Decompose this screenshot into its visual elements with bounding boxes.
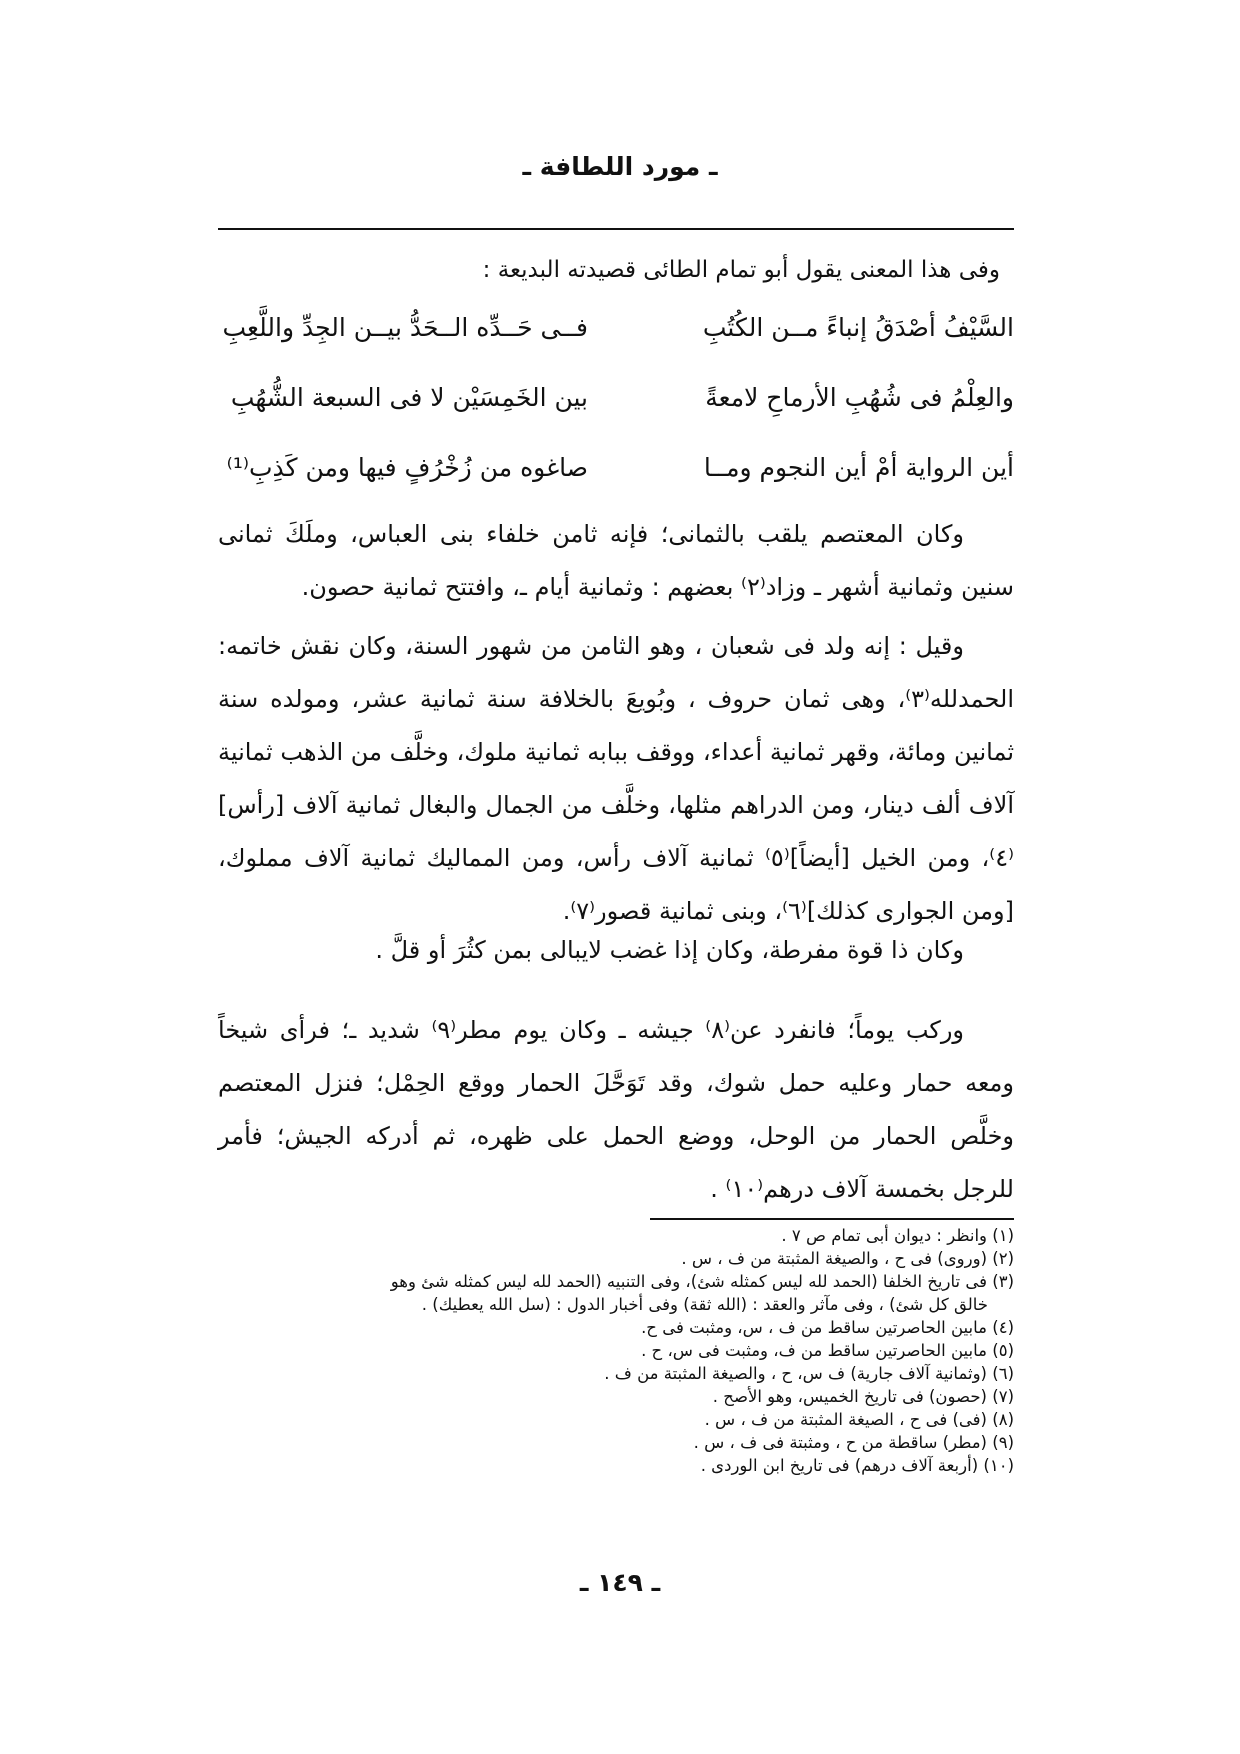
verse-row — [218, 444, 1014, 492]
verse-row — [218, 304, 1014, 352]
page-number: ـ ١٤٩ ـ — [579, 1568, 661, 1597]
verse-first-hemistich: والعِلْمُ فى شُهُبِ الأرماحِ لامعةً — [705, 383, 1014, 412]
verse-second-hemistich: صاغوه من زُخْرُفٍ فيها ومن كَذِبِ⁽¹⁾ — [226, 453, 588, 482]
body-paragraph — [218, 620, 1014, 938]
body-paragraph — [218, 924, 1014, 977]
footnote: (٥) مابين الحاصرتين ساقط من ف، ومثبت فى س، ح . — [641, 1341, 1014, 1360]
verse-first-hemistich: السَّيْفُ أصْدَقُ إنباءً مــن الكُتُبِ — [702, 313, 1014, 342]
intro-line: وفى هذا المعنى يقول أبو تمام الطائى قصيدته البديعة : — [482, 257, 1000, 283]
running-title: ـ مورد اللطافة ـ — [522, 152, 718, 181]
paragraph-text: وركب يوماً؛ فانفرد عن⁽٨⁾ جيشه ـ وكان يوم مطر⁽٩⁾ شديد ـ؛ فرأى شيخاً ومعه حمار وعليه حمل شوك، وقد تَوَحَّلَ الحمار ووقع الحِمْل؛ فنزل المعتصم وخلَّص الحمار من الوحل، ووضع الحمل على ظهره، ثم أدركه الجيش؛ فأمر للرجل بخمسة آلاف درهم⁽١٠⁾ . — [218, 1016, 1014, 1203]
verse-row — [218, 374, 1014, 422]
footnote: (٨) (فى) فى ح ، الصيغة المثبتة من ف ، س . — [704, 1410, 1014, 1429]
footnote-rule — [650, 1218, 1014, 1220]
verse-second-hemistich: فــى حَــدِّه الــحَدُّ بيــن الجِدِّ واللَّعِبِ — [222, 313, 588, 342]
paragraph-text: وقيل : إنه ولد فى شعبان ، وهو الثامن من شهور السنة، وكان نقش خاتمه: الحمدلله⁽٣⁾، وهى ثمان حروف ، وبُويعَ بالخلافة سنة ثمانية عشر، ومولده سنة ثمانين ومائة، وقهر ثمانية أعداء، ووقف ببابه ثمانية ملوك، وخلَّف من الذهب ثمانية آلاف ألف دينار، ومن الدراهم مثلها، وخلَّف من الجمال والبغال ثمانية آلاف [رأس]⁽٤⁾، ومن الخيل [أيضاً]⁽٥⁾ ثمانية آلاف رأس، ومن المماليك ثمانية آلاف مملوك، [ومن الجوارى كذلك]⁽٦⁾، وبنى ثمانية قصور⁽٧⁾. — [218, 632, 1014, 925]
footnote: (١) وانظر : ديوان أبى تمام ص ٧ . — [781, 1226, 1014, 1245]
footnote: (٣) فى تاريخ الخلفا (الحمد لله ليس كمثله شئ)، وفى التنبيه (الحمد لله ليس كمثله شئ وهو — [390, 1272, 1014, 1291]
footnotes — [218, 1224, 1014, 1477]
verse-first-hemistich: أين الرواية أمْ أين النجوم ومــا — [703, 453, 1014, 482]
footnote: (٢) (وروى) فى ح ، والصيغة المثبتة من ف ، س . — [681, 1249, 1014, 1268]
paragraph-text: وكان المعتصم يلقب بالثمانى؛ فإنه ثامن خلفاء بنى العباس، وملَكَ ثمانى سنين وثمانية أشهر ـ وزاد⁽٢⁾ بعضهم : وثمانية أيام ـ، وافتتح ثمانية حصون. — [218, 520, 1014, 601]
footnote: (١٠) (أربعة آلاف درهم) فى تاريخ ابن الوردى . — [700, 1456, 1014, 1475]
footnote: (٤) مابين الحاصرتين ساقط من ف ، س، ومثبت فى ح. — [641, 1318, 1014, 1337]
body-paragraph — [218, 508, 1014, 614]
footnote: (٧) (حصون) فى تاريخ الخميس، وهو الأصح . — [712, 1387, 1014, 1406]
footnote: (٩) (مطر) ساقطة من ح ، ومثبتة فى ف ، س . — [693, 1433, 1014, 1452]
body-paragraph — [218, 1004, 1014, 1216]
footnote: (٦) (وثمانية آلاف جارية) ف س، ح ، والصيغة المثبتة من ف . — [604, 1364, 1014, 1383]
paragraph-text: وكان ذا قوة مفرطة، وكان إذا غضب لايبالى بمن كثُرَ أو قلَّ . — [375, 936, 964, 964]
verse-second-hemistich: بين الخَمِسَيْن لا فى السبعة الشُّهُبِ — [230, 383, 588, 412]
footnote-continuation: خالق كل شئ) ، وفى مآثر والعقد : (الله ثقة) وفى أخبار الدول : (سل الله يعطيك) . — [421, 1295, 988, 1314]
header-rule — [218, 228, 1014, 230]
